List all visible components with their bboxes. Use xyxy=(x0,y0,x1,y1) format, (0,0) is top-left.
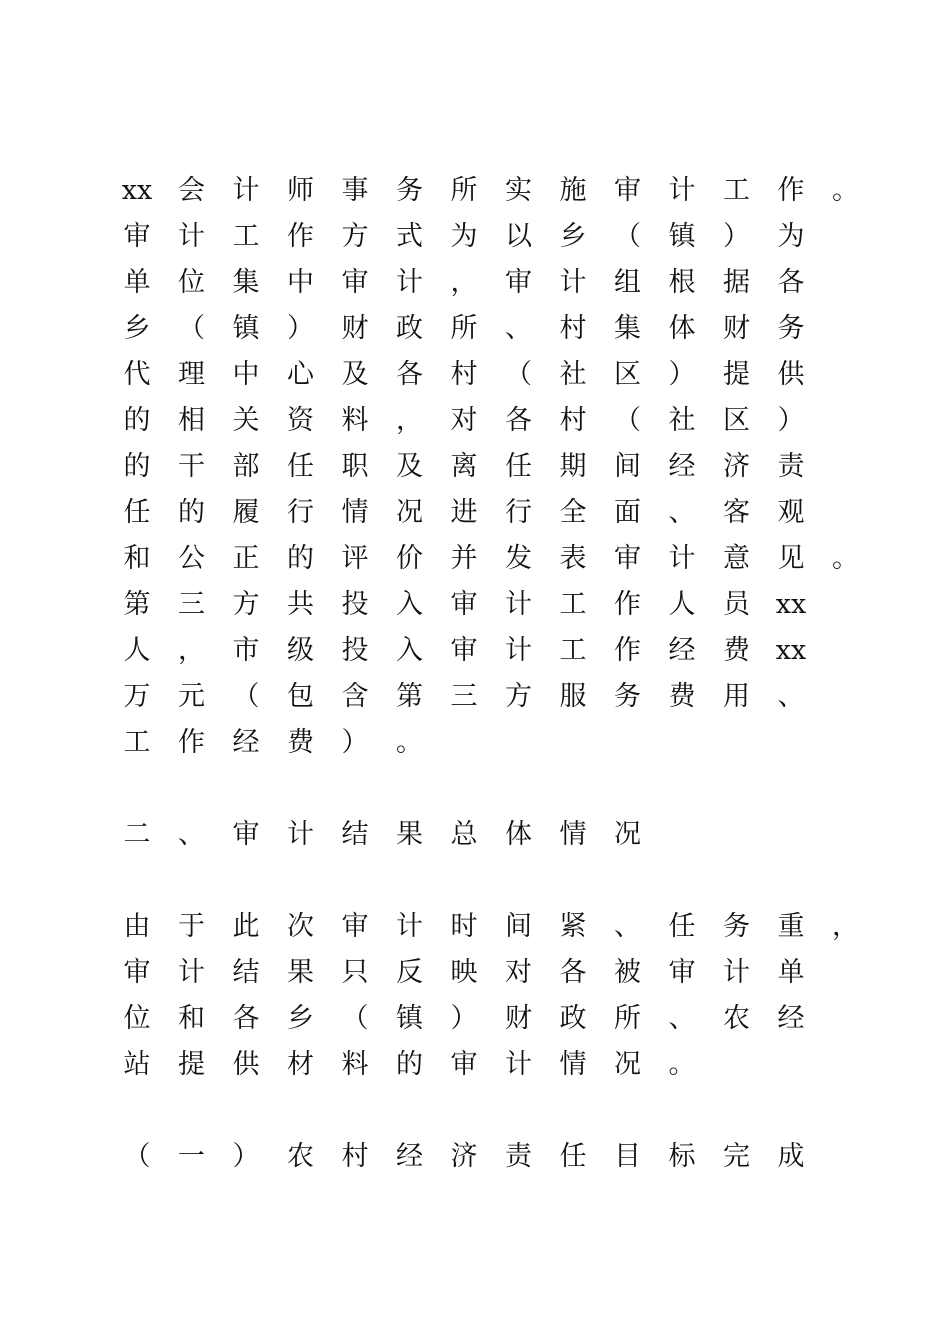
char: 关 xyxy=(232,405,260,436)
char: 务 xyxy=(777,313,805,344)
char: 级 xyxy=(287,635,314,666)
char: 第 xyxy=(396,681,423,712)
char: 观 xyxy=(777,497,805,528)
char: 审 xyxy=(614,543,641,574)
char: （ xyxy=(505,359,532,390)
char: 计 xyxy=(396,267,423,298)
char: 共 xyxy=(287,589,314,620)
char: 的 xyxy=(396,1049,423,1080)
char: 审 xyxy=(450,635,478,666)
char: 经 xyxy=(232,727,260,758)
char: 经 xyxy=(668,635,696,666)
char: 工 xyxy=(723,175,750,206)
char: 心 xyxy=(287,359,314,390)
char: 及 xyxy=(341,359,369,390)
char: 审 xyxy=(123,957,151,988)
char: ） xyxy=(723,221,750,252)
char: 的 xyxy=(287,543,314,574)
char: 提 xyxy=(178,1049,205,1080)
char: 工 xyxy=(123,727,151,758)
char: 只 xyxy=(341,957,369,988)
char: 责 xyxy=(777,451,805,482)
char: 经 xyxy=(668,451,696,482)
char: （ xyxy=(123,1141,151,1172)
char: 位 xyxy=(178,267,205,298)
char: ） xyxy=(287,313,314,344)
char: 计 xyxy=(232,175,260,206)
text-line xyxy=(0,904,950,950)
char: 人 xyxy=(123,635,151,666)
char: 由 xyxy=(123,911,151,942)
char: 含 xyxy=(341,681,369,712)
char: 总 xyxy=(450,819,478,850)
text-line xyxy=(0,306,950,352)
char: 入 xyxy=(396,589,423,620)
char: 第 xyxy=(123,589,151,620)
text-line xyxy=(0,214,950,260)
char: 位 xyxy=(123,1003,151,1034)
char: 审 xyxy=(450,1049,478,1080)
char: 作 xyxy=(287,221,314,252)
char: 中 xyxy=(232,359,260,390)
char: 费 xyxy=(668,681,696,712)
char: 期 xyxy=(559,451,587,482)
char: 离 xyxy=(450,451,478,482)
char: 、 xyxy=(505,313,532,344)
char: 作 xyxy=(178,727,205,758)
char: 费 xyxy=(287,727,314,758)
char: 行 xyxy=(505,497,532,528)
char: 审 xyxy=(123,221,151,252)
char: 况 xyxy=(614,819,641,850)
char: 供 xyxy=(232,1049,260,1080)
text-line xyxy=(0,168,950,214)
char: 为 xyxy=(777,221,805,252)
char: 审 xyxy=(505,267,532,298)
char: 、 xyxy=(178,819,205,850)
char: 。 xyxy=(832,543,859,574)
char: 审 xyxy=(341,267,369,298)
char: 所 xyxy=(450,313,478,344)
char: 资 xyxy=(287,405,314,436)
char: 万 xyxy=(123,681,151,712)
char: 提 xyxy=(723,359,750,390)
char: 计 xyxy=(505,589,532,620)
char: 各 xyxy=(559,957,587,988)
char: 评 xyxy=(341,543,369,574)
char: 料 xyxy=(341,405,369,436)
char: 、 xyxy=(668,1003,696,1034)
char: 审 xyxy=(450,589,478,620)
char: 全 xyxy=(559,497,587,528)
text-line xyxy=(0,996,950,1042)
char: 镇 xyxy=(232,313,260,344)
text-line xyxy=(0,352,950,398)
char: 果 xyxy=(287,957,314,988)
char: 材 xyxy=(287,1049,314,1080)
char: 济 xyxy=(723,451,750,482)
char: 、 xyxy=(614,911,641,942)
char: 元 xyxy=(178,681,205,712)
char: 组 xyxy=(614,267,641,298)
char: 审 xyxy=(668,957,696,988)
char: 所 xyxy=(614,1003,641,1034)
char: 面 xyxy=(614,497,641,528)
char: （ xyxy=(341,1003,369,1034)
char: 意 xyxy=(723,543,750,574)
char: 作 xyxy=(614,635,641,666)
char: 计 xyxy=(178,221,205,252)
char: ） xyxy=(450,1003,478,1034)
char: xx xyxy=(121,175,153,206)
section-heading xyxy=(0,812,950,858)
char: 财 xyxy=(723,313,750,344)
char: 任 xyxy=(505,451,532,482)
char: 理 xyxy=(178,359,205,390)
char: 成 xyxy=(777,1141,805,1172)
char: ， xyxy=(178,635,205,666)
char: 乡 xyxy=(287,1003,314,1034)
char: 集 xyxy=(614,313,641,344)
char: 目 xyxy=(614,1141,641,1172)
char: 次 xyxy=(287,911,314,942)
char: 料 xyxy=(341,1049,369,1080)
char: 情 xyxy=(559,819,587,850)
char: 乡 xyxy=(123,313,151,344)
char: 各 xyxy=(232,1003,260,1034)
char: 计 xyxy=(287,819,314,850)
char: 工 xyxy=(559,589,587,620)
char: 实 xyxy=(505,175,532,206)
char: 。 xyxy=(396,727,423,758)
char: 、 xyxy=(777,681,805,712)
char: 体 xyxy=(505,819,532,850)
text-line xyxy=(0,398,950,444)
char: 社 xyxy=(559,359,587,390)
char: ， xyxy=(396,405,423,436)
char: 时 xyxy=(450,911,478,942)
char: ， xyxy=(832,911,859,942)
char: 根 xyxy=(668,267,696,298)
char: 干 xyxy=(178,451,205,482)
char: 员 xyxy=(723,589,750,620)
subsection-heading xyxy=(0,1134,950,1180)
text-line xyxy=(0,260,950,306)
char: ） xyxy=(668,359,696,390)
char: 站 xyxy=(123,1049,151,1080)
char: 反 xyxy=(396,957,423,988)
char: 所 xyxy=(450,175,478,206)
char: 对 xyxy=(505,957,532,988)
char: 财 xyxy=(341,313,369,344)
char: 据 xyxy=(723,267,750,298)
char: 及 xyxy=(396,451,423,482)
text-line xyxy=(0,674,950,720)
char: 式 xyxy=(396,221,423,252)
char: 和 xyxy=(178,1003,205,1034)
char: 村 xyxy=(559,313,587,344)
char: 单 xyxy=(123,267,151,298)
char: 被 xyxy=(614,957,641,988)
char: 费 xyxy=(723,635,750,666)
char: 紧 xyxy=(559,911,587,942)
char: 村 xyxy=(559,405,587,436)
char: ） xyxy=(341,727,369,758)
char: 投 xyxy=(341,635,369,666)
text-line xyxy=(0,950,950,996)
char: 行 xyxy=(287,497,314,528)
char: 相 xyxy=(178,405,205,436)
char: 施 xyxy=(559,175,587,206)
char: 计 xyxy=(668,543,696,574)
char: 务 xyxy=(396,175,423,206)
char: 镇 xyxy=(668,221,696,252)
char: 映 xyxy=(450,957,478,988)
char: 结 xyxy=(341,819,369,850)
char: 市 xyxy=(232,635,260,666)
text-line xyxy=(0,582,950,628)
char: 农 xyxy=(723,1003,750,1034)
char: 各 xyxy=(396,359,423,390)
char: 二 xyxy=(123,819,151,850)
char: 对 xyxy=(450,405,478,436)
text-line xyxy=(0,628,950,674)
char: 各 xyxy=(505,405,532,436)
char: 任 xyxy=(123,497,151,528)
char: 任 xyxy=(287,451,314,482)
char: 师 xyxy=(287,175,314,206)
char: 公 xyxy=(178,543,205,574)
char: 正 xyxy=(232,543,260,574)
char: 工 xyxy=(559,635,587,666)
char: 和 xyxy=(123,543,151,574)
text-line xyxy=(0,720,950,766)
char: 供 xyxy=(777,359,805,390)
char: 以 xyxy=(505,221,532,252)
char: 作 xyxy=(777,175,805,206)
char: 况 xyxy=(614,1049,641,1080)
char: 政 xyxy=(559,1003,587,1034)
char: 情 xyxy=(341,497,369,528)
char: 方 xyxy=(341,221,369,252)
text-line xyxy=(0,536,950,582)
char: 况 xyxy=(396,497,423,528)
char: 于 xyxy=(178,911,205,942)
char: ， xyxy=(450,267,478,298)
char: 务 xyxy=(723,911,750,942)
char: 为 xyxy=(450,221,478,252)
char: 价 xyxy=(396,543,423,574)
char: 工 xyxy=(232,221,260,252)
char: 经 xyxy=(777,1003,805,1034)
char: 重 xyxy=(777,911,805,942)
char: 审 xyxy=(232,819,260,850)
char: 责 xyxy=(505,1141,532,1172)
char: 财 xyxy=(505,1003,532,1034)
char: 发 xyxy=(505,543,532,574)
char: 间 xyxy=(505,911,532,942)
char: 经 xyxy=(396,1141,423,1172)
char: ） xyxy=(777,405,805,436)
char: 完 xyxy=(723,1141,750,1172)
char: 政 xyxy=(396,313,423,344)
char: 计 xyxy=(559,267,587,298)
char: 的 xyxy=(123,451,151,482)
char: 计 xyxy=(396,911,423,942)
char: 服 xyxy=(559,681,587,712)
char: 审 xyxy=(341,911,369,942)
char: 履 xyxy=(232,497,260,528)
char: 方 xyxy=(505,681,532,712)
char: 三 xyxy=(450,681,478,712)
char: 计 xyxy=(723,957,750,988)
text-line xyxy=(0,490,950,536)
char: 计 xyxy=(668,175,696,206)
char: 事 xyxy=(341,175,369,206)
char: 各 xyxy=(777,267,805,298)
char: 表 xyxy=(559,543,587,574)
char: 体 xyxy=(668,313,696,344)
char: （ xyxy=(614,221,641,252)
char: 一 xyxy=(178,1141,205,1172)
char: （ xyxy=(614,405,641,436)
char: 务 xyxy=(614,681,641,712)
char: xx xyxy=(775,589,807,620)
char: 包 xyxy=(287,681,314,712)
char: 果 xyxy=(396,819,423,850)
char: 区 xyxy=(614,359,641,390)
text-line xyxy=(0,1042,950,1088)
text-line xyxy=(0,444,950,490)
char: 济 xyxy=(450,1141,478,1172)
char: 客 xyxy=(723,497,750,528)
char: ） xyxy=(232,1141,260,1172)
char: 三 xyxy=(178,589,205,620)
char: 会 xyxy=(178,175,205,206)
char: 。 xyxy=(832,175,859,206)
char: 间 xyxy=(614,451,641,482)
char: 此 xyxy=(232,911,260,942)
char: 结 xyxy=(232,957,260,988)
char: 进 xyxy=(450,497,478,528)
char: 乡 xyxy=(559,221,587,252)
char: 中 xyxy=(287,267,314,298)
char: 人 xyxy=(668,589,696,620)
char: 村 xyxy=(450,359,478,390)
char: 情 xyxy=(559,1049,587,1080)
char: 见 xyxy=(777,543,805,574)
char: 计 xyxy=(505,1049,532,1080)
char: 方 xyxy=(232,589,260,620)
char: 任 xyxy=(559,1141,587,1172)
char: 社 xyxy=(668,405,696,436)
char: 职 xyxy=(341,451,369,482)
char: （ xyxy=(178,313,205,344)
char: 计 xyxy=(178,957,205,988)
char: 作 xyxy=(614,589,641,620)
char: 镇 xyxy=(396,1003,423,1034)
char: 审 xyxy=(614,175,641,206)
char: 代 xyxy=(123,359,151,390)
char: 。 xyxy=(668,1049,696,1080)
char: 村 xyxy=(341,1141,369,1172)
char: 部 xyxy=(232,451,260,482)
char: 投 xyxy=(341,589,369,620)
char: 农 xyxy=(287,1141,314,1172)
char: 任 xyxy=(668,911,696,942)
char: 区 xyxy=(723,405,750,436)
char: 入 xyxy=(396,635,423,666)
char: 单 xyxy=(777,957,805,988)
char: 用 xyxy=(723,681,750,712)
char: 、 xyxy=(668,497,696,528)
char: 的 xyxy=(123,405,151,436)
char: 计 xyxy=(505,635,532,666)
char: 集 xyxy=(232,267,260,298)
char: xx xyxy=(775,635,807,666)
char: （ xyxy=(232,681,260,712)
char: 标 xyxy=(668,1141,696,1172)
char: 的 xyxy=(178,497,205,528)
char: 并 xyxy=(450,543,478,574)
